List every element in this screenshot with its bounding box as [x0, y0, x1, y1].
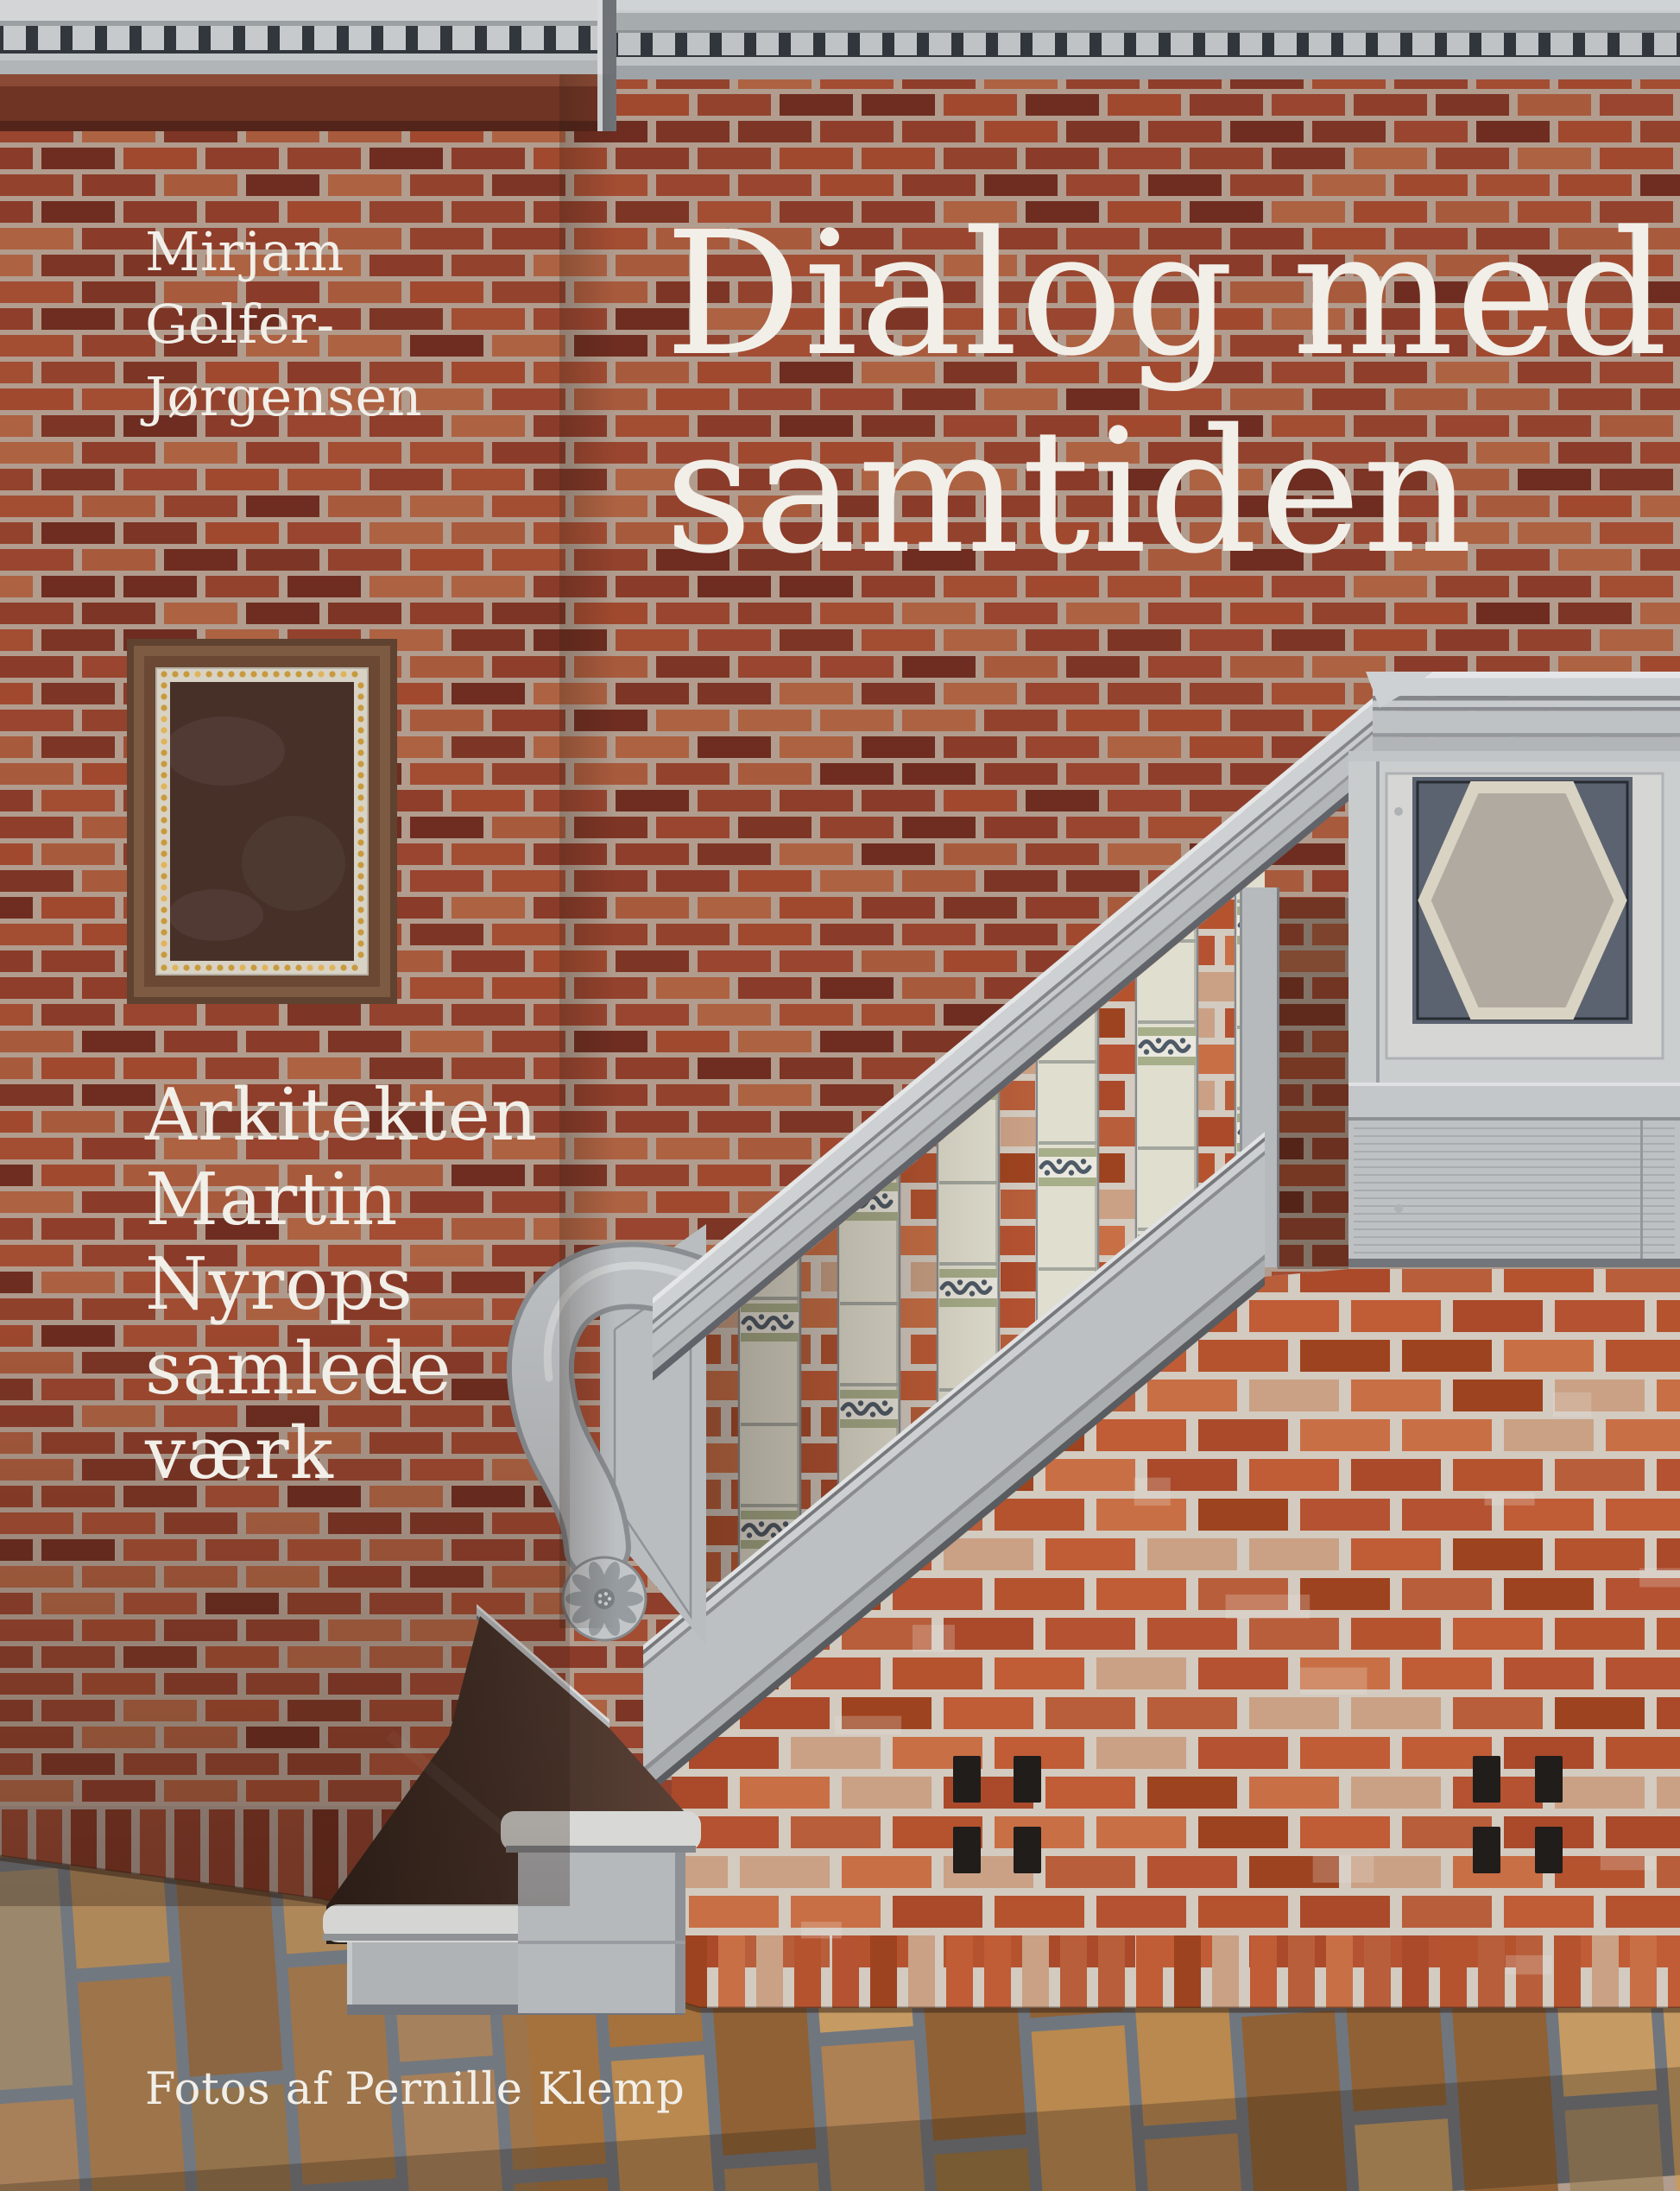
title-line: samtiden: [665, 392, 1475, 591]
book-title: [665, 195, 1670, 590]
subtitle-line: Martin: [145, 1158, 399, 1241]
author-line: Mirjam: [145, 220, 344, 283]
subtitle-line: Arkitekten: [145, 1073, 539, 1157]
hexagon-panel-wall: [1348, 751, 1680, 1267]
photo-credit: Fotos af Pernille Klemp: [145, 2064, 685, 2115]
subtitle-line: værk: [145, 1411, 334, 1495]
subtitle-line: Nyrops: [145, 1242, 414, 1326]
subtitle-line: samlede: [145, 1327, 452, 1411]
wall-plaque: [127, 639, 397, 1004]
author-name: [145, 216, 422, 433]
author-line: Jørgensen: [145, 365, 423, 428]
author-line: Gelfer-: [145, 293, 335, 356]
title-line: Dialog med: [665, 194, 1671, 394]
book-subtitle: [145, 1073, 538, 1496]
